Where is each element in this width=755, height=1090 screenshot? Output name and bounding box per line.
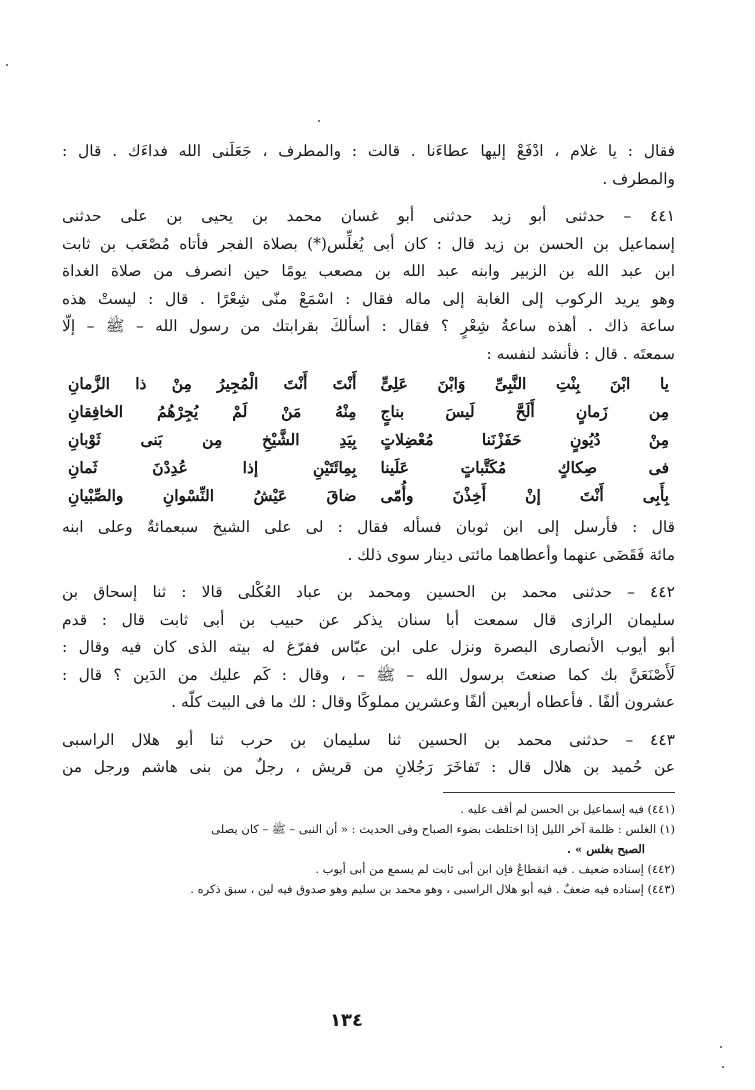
- text-line: أبو أيوب الأنصارى البصرة ونزل على ابن عبّاس ففرّغ له بيته الذى كان فيه وقال :: [62, 638, 675, 656]
- verse-first-hemistich: مِنْ دُيُونٍ حَفَزْنَنا مُعْضِلاتٍ: [380, 430, 669, 449]
- text-line: سمعتَه . قال : فأنشد لنفسه :: [486, 344, 675, 363]
- text-line: ٤٤٢ – حدثنى محمد بن الحسين ومحمد بن عباد العُكْلى قالا : ثنا إسحاق بن: [62, 583, 675, 601]
- text-line: والمطرف .: [602, 169, 675, 188]
- footnote-continuation: الصبح بغلس » .: [567, 841, 645, 856]
- verse-first-hemistich: فى صِكاكٍ مُكَتَّباتٍ عَلَينا: [380, 458, 669, 477]
- verse-row: [62, 398, 675, 426]
- verse-row: [62, 370, 675, 398]
- text-line: لَأَصْنَعَنَّ بك كما صنعتَ برسول الله – ﷺ – ، وقال : كَم عليك من الدَين ؟ قال :: [62, 665, 675, 684]
- footnote: (١) الغلس : ظلمة آخر الليل إذا اختلطت بضوء الصباح وفى الحديث : « أن النبى – ﷺ – كان يصلى: [211, 821, 675, 836]
- paragraph-intro: [62, 138, 675, 193]
- verse-first-hemistich: يا ابْنَ بِنْتِ النَّبِىِّ وَابْنَ عَلِىٍّ: [380, 374, 669, 393]
- verse-row: [62, 454, 675, 482]
- page-number: ١٣٤: [330, 1010, 363, 1031]
- verse-row: [62, 482, 675, 510]
- text-line: سليمان الرازى قال سمعت أبا سنان يذكر عن حبيب بن أبى ثابت قال : قدم: [62, 610, 675, 629]
- text-line: وهو يريد الركوب إلى الغابة إلى ماله فقال : اسْمَعْ منّى شِعْرًا . قال : ليستْ هذه: [62, 289, 675, 308]
- text-line: عن حُميد بن هلال قال : تَفاخَرَ رَجُلانِ من قريش ، رجلٌ من بنى هاشم ورجل من: [62, 758, 675, 776]
- paragraph-after-verses: [62, 514, 675, 569]
- scan-speck: [318, 120, 320, 122]
- footnotes: [62, 799, 675, 899]
- footnote: (٤٤٢) إسناده ضعيف . فيه انقطاعٌ فإن ابن أبى ثابت لم يسمع من أبى أيوب .: [315, 861, 675, 876]
- text-line: ساعة ذاك . أهذه ساعةُ شِعْرٍ ؟ فقال : أسألكَ بقرابتك من رسول الله – ﷺ – إلّا: [62, 317, 675, 335]
- text-line: ٤٤١ – حدثنى أبو زيد حدثنى أبو غسان محمد بن يحيى بن على حدثنى: [62, 207, 675, 225]
- scan-speck: [722, 1066, 724, 1068]
- poem-verses: [62, 370, 675, 510]
- verse-second-hemistich: أَنْتَ أَنْتَ الْمُجِيرُ مِنْ ذا الزَّمانِ: [68, 374, 357, 393]
- scan-speck: [720, 1046, 722, 1048]
- paragraph-442: [62, 579, 675, 717]
- verse-second-hemistich: بِيَدِ الشَّيْخِ مِن بَنى ثَوْبانِ: [68, 430, 357, 449]
- paragraph-443: [62, 727, 675, 782]
- text-line: إسماعيل بن الحسن بن زيد قال : كان أبى يُغلِّس(*) بصلاة الفجر فأتاه مُصْعَب بن ثابت: [62, 234, 675, 253]
- footnote: (٤٤١) فيه إسماعيل بن الحسن لم أقف عليه .: [460, 801, 675, 816]
- footnote: (٤٤٣) إسناده فيه ضعفٌ . فيه أبو هلال الراسبى ، وهو محمد بن سليم وهو صدوق فيه لين ، سبق ذكره .: [190, 881, 675, 896]
- verse-first-hemistich: مِن زَمانٍ أَلَحَّ لَيسَ بناجٍ: [380, 402, 669, 421]
- text-line: عشرون ألفًا . فأعطاه أربعين ألفًا وعشرين مملوكًا وقال : لك ما فى البيت كلّه .: [171, 693, 675, 711]
- text-line: فقال : يا غلام ، ادْفَعْ إليها عطاءَنا . قالت : والمطرف ، جَعَلَنى الله فداءَك . قال :: [62, 142, 675, 160]
- scan-speck: [6, 64, 8, 66]
- text-line: قال : فأرسل إلى ابن ثوبان فسأله فقال : لى على الشيخ سبعمائةٌ وعلى ابنه: [62, 518, 675, 536]
- text-line: ابن عبد الله بن الزبير وابنه عبد الله بن مصعب يومًا حين انصرف من صلاة الغداة: [62, 262, 675, 280]
- footnote-separator: [443, 792, 675, 793]
- verse-first-hemistich: بِأَبِى أَنْتَ إنْ أَخِذْنَ وأُمّى: [380, 486, 669, 505]
- verse-second-hemistich: ضاقَ عَيْشُ النِّسْوانِ والصِّبْيانِ: [68, 486, 357, 505]
- page-body: [62, 138, 675, 899]
- paragraph-441: [62, 203, 675, 368]
- verse-second-hemistich: بِمِائَتَيْنِ إذا عُدِدْنَ ثَمانِ: [68, 458, 357, 477]
- verse-row: [62, 426, 675, 454]
- verse-second-hemistich: مِنْهُ مَنْ لَمْ يُجِرْهُمُ الخافِقانِ: [68, 402, 357, 421]
- text-line: ٤٤٣ – حدثنى محمد بن الحسين ثنا سليمان بن حرب ثنا أبو هلال الراسبى: [62, 730, 675, 749]
- text-line: مائة فَقَضَى عنهما وأعطاهما مائتى دينار سوى ذلك .: [347, 545, 675, 564]
